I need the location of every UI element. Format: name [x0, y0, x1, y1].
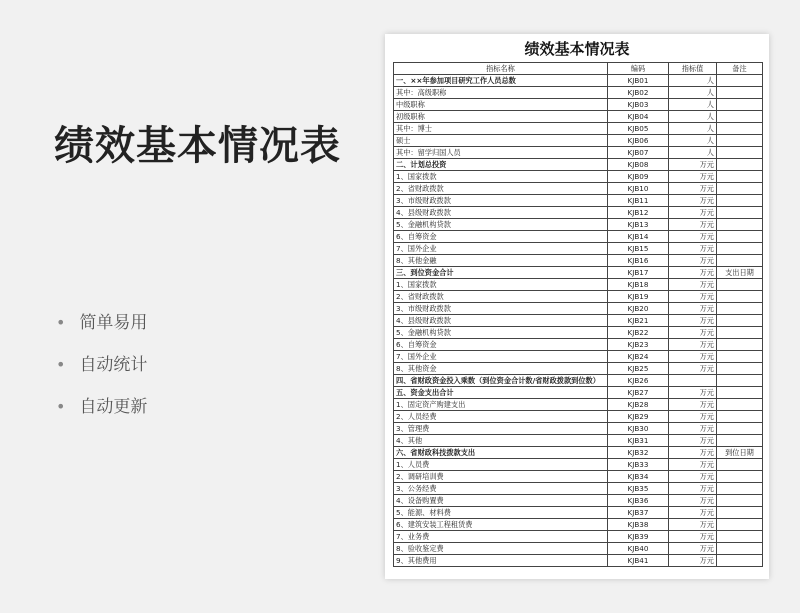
cell-indicator-name: 7、国外企业 — [394, 351, 608, 363]
cell-code: KJB07 — [608, 147, 669, 159]
cell-unit: 万元 — [669, 231, 717, 243]
cell-unit: 万元 — [669, 351, 717, 363]
table-row — [394, 315, 763, 327]
cell-note — [717, 495, 763, 507]
cell-unit: 人 — [669, 99, 717, 111]
cell-note — [717, 363, 763, 375]
cell-note — [717, 459, 763, 471]
cell-indicator-name: 4、其他 — [394, 435, 608, 447]
header-code: 编码 — [608, 63, 669, 75]
cell-unit: 万元 — [669, 459, 717, 471]
cell-code: KJB19 — [608, 291, 669, 303]
table-row — [394, 363, 763, 375]
cell-indicator-name: 二、计划总投资 — [394, 159, 608, 171]
main-title: 绩效基本情况表 — [54, 123, 341, 169]
cell-code: KJB31 — [608, 435, 669, 447]
table-row — [394, 387, 763, 399]
cell-unit: 万元 — [669, 159, 717, 171]
cell-code: KJB35 — [608, 483, 669, 495]
cell-note — [717, 303, 763, 315]
table-row — [394, 267, 763, 279]
cell-unit: 万元 — [669, 543, 717, 555]
cell-code: KJB03 — [608, 99, 669, 111]
cell-unit: 万元 — [669, 327, 717, 339]
cell-code: KJB12 — [608, 207, 669, 219]
cell-note — [717, 519, 763, 531]
cell-code: KJB26 — [608, 375, 669, 387]
cell-indicator-name: 四、省财政资金投入乘数（到位资金合计数/省财政拨款到位数） — [394, 375, 608, 387]
cell-unit: 万元 — [669, 207, 717, 219]
cell-note — [717, 435, 763, 447]
cell-code: KJB39 — [608, 531, 669, 543]
table-row — [394, 291, 763, 303]
table-row — [394, 159, 763, 171]
feature-item — [56, 350, 147, 392]
cell-code: KJB25 — [608, 363, 669, 375]
cell-unit: 万元 — [669, 387, 717, 399]
cell-code: KJB11 — [608, 195, 669, 207]
table-row — [394, 411, 763, 423]
header-value: 指标值 — [669, 63, 717, 75]
cell-code: KJB05 — [608, 123, 669, 135]
cell-note — [717, 159, 763, 171]
cell-note: 支出日期 — [717, 267, 763, 279]
cell-indicator-name: 3、市级财政拨款 — [394, 195, 608, 207]
table-row — [394, 399, 763, 411]
table-row — [394, 531, 763, 543]
cell-indicator-name: 8、其他金融 — [394, 255, 608, 267]
cell-code: KJB16 — [608, 255, 669, 267]
cell-note — [717, 291, 763, 303]
cell-unit: 人 — [669, 111, 717, 123]
cell-indicator-name: 2、省财政拨款 — [394, 183, 608, 195]
feature-label: 自动更新 — [79, 397, 148, 417]
cell-note — [717, 171, 763, 183]
cell-indicator-name: 7、国外企业 — [394, 243, 608, 255]
indicator-table — [393, 62, 763, 567]
cell-code: KJB36 — [608, 495, 669, 507]
cell-unit: 人 — [669, 123, 717, 135]
cell-unit: 万元 — [669, 399, 717, 411]
feature-list — [56, 308, 147, 434]
cell-indicator-name: 初级职称 — [394, 111, 608, 123]
cell-unit: 万元 — [669, 243, 717, 255]
table-header-row — [394, 63, 763, 75]
cell-unit: 万元 — [669, 519, 717, 531]
table-row — [394, 507, 763, 519]
cell-unit: 万元 — [669, 507, 717, 519]
table-row — [394, 351, 763, 363]
cell-indicator-name: 4、设备购置费 — [394, 495, 608, 507]
cell-code: KJB08 — [608, 159, 669, 171]
cell-indicator-name: 9、其他费用 — [394, 555, 608, 567]
cell-unit: 人 — [669, 87, 717, 99]
table-row — [394, 339, 763, 351]
cell-indicator-name: 5、能源、材料费 — [394, 507, 608, 519]
cell-note — [717, 99, 763, 111]
cell-note — [717, 387, 763, 399]
cell-code: KJB38 — [608, 519, 669, 531]
table-row — [394, 423, 763, 435]
table-row — [394, 555, 763, 567]
cell-unit: 万元 — [669, 555, 717, 567]
table-body — [394, 75, 763, 567]
cell-code: KJB14 — [608, 231, 669, 243]
cell-code: KJB37 — [608, 507, 669, 519]
spreadsheet-preview — [385, 34, 769, 579]
cell-indicator-name: 5、金融机构贷款 — [394, 219, 608, 231]
cell-code: KJB32 — [608, 447, 669, 459]
cell-note — [717, 183, 763, 195]
cell-indicator-name: 7、业务费 — [394, 531, 608, 543]
cell-indicator-name: 6、建筑安装工程租赁费 — [394, 519, 608, 531]
cell-indicator-name: 中级职称 — [394, 99, 608, 111]
bullet-icon: • — [56, 355, 66, 374]
bullet-icon: • — [56, 397, 66, 416]
cell-unit: 万元 — [669, 315, 717, 327]
cell-code: KJB40 — [608, 543, 669, 555]
cell-unit: 万元 — [669, 183, 717, 195]
table-row — [394, 483, 763, 495]
table-row — [394, 99, 763, 111]
cell-unit: 万元 — [669, 531, 717, 543]
bullet-icon: • — [56, 313, 66, 332]
table-row — [394, 471, 763, 483]
cell-unit: 万元 — [669, 291, 717, 303]
cell-indicator-name: 1、国家拨款 — [394, 171, 608, 183]
cell-note — [717, 327, 763, 339]
cell-note — [717, 255, 763, 267]
cell-unit: 万元 — [669, 255, 717, 267]
cell-unit: 万元 — [669, 495, 717, 507]
cell-code: KJB01 — [608, 75, 669, 87]
table-row — [394, 375, 763, 387]
cell-indicator-name: 1、固定资产购建支出 — [394, 399, 608, 411]
table-row — [394, 147, 763, 159]
cell-code: KJB29 — [608, 411, 669, 423]
cell-note — [717, 195, 763, 207]
cell-note — [717, 231, 763, 243]
cell-unit: 万元 — [669, 435, 717, 447]
cell-code: KJB15 — [608, 243, 669, 255]
cell-indicator-name: 5、金融机构贷款 — [394, 327, 608, 339]
table-row — [394, 279, 763, 291]
cell-note — [717, 123, 763, 135]
cell-note — [717, 543, 763, 555]
cell-code: KJB13 — [608, 219, 669, 231]
cell-note — [717, 411, 763, 423]
cell-note — [717, 207, 763, 219]
header-note: 备注 — [717, 63, 763, 75]
cell-code: KJB23 — [608, 339, 669, 351]
cell-code: KJB09 — [608, 171, 669, 183]
cell-indicator-name: 2、调研培训费 — [394, 471, 608, 483]
cell-code: KJB33 — [608, 459, 669, 471]
table-row — [394, 87, 763, 99]
cell-note — [717, 111, 763, 123]
cell-indicator-name: 2、人员经费 — [394, 411, 608, 423]
cell-unit: 万元 — [669, 195, 717, 207]
table-row — [394, 327, 763, 339]
cell-indicator-name: 4、县级财政拨款 — [394, 207, 608, 219]
cell-unit: 万元 — [669, 267, 717, 279]
cell-note — [717, 339, 763, 351]
cell-code: KJB28 — [608, 399, 669, 411]
cell-code: KJB27 — [608, 387, 669, 399]
cell-indicator-name: 1、国家拨款 — [394, 279, 608, 291]
table-row — [394, 459, 763, 471]
cell-note — [717, 147, 763, 159]
cell-code: KJB06 — [608, 135, 669, 147]
feature-item — [56, 308, 147, 350]
table-row — [394, 435, 763, 447]
cell-unit: 万元 — [669, 219, 717, 231]
cell-unit: 万元 — [669, 279, 717, 291]
cell-indicator-name: 8、验收鉴定费 — [394, 543, 608, 555]
header-name: 指标名称 — [394, 63, 608, 75]
cell-indicator-name: 6、自筹资金 — [394, 231, 608, 243]
cell-unit: 万元 — [669, 423, 717, 435]
cell-note — [717, 507, 763, 519]
cell-unit: 人 — [669, 75, 717, 87]
cell-note — [717, 471, 763, 483]
cell-note — [717, 75, 763, 87]
table-row — [394, 135, 763, 147]
cell-unit: 万元 — [669, 171, 717, 183]
table-row — [394, 171, 763, 183]
cell-indicator-name: 4、县级财政拨款 — [394, 315, 608, 327]
cell-note — [717, 351, 763, 363]
cell-unit: 万元 — [669, 471, 717, 483]
cell-code: KJB22 — [608, 327, 669, 339]
cell-unit: 万元 — [669, 447, 717, 459]
cell-code: KJB21 — [608, 315, 669, 327]
table-row — [394, 123, 763, 135]
table-row — [394, 183, 763, 195]
feature-label: 简单易用 — [79, 313, 148, 333]
table-row — [394, 519, 763, 531]
cell-indicator-name: 三、到位资金合计 — [394, 267, 608, 279]
cell-indicator-name: 六、省财政科技拨款支出 — [394, 447, 608, 459]
cell-code: KJB20 — [608, 303, 669, 315]
sheet-title: 绩效基本情况表 — [524, 40, 630, 58]
cell-code: KJB04 — [608, 111, 669, 123]
table-row — [394, 75, 763, 87]
cell-unit: 万元 — [669, 303, 717, 315]
cell-indicator-name: 3、管理费 — [394, 423, 608, 435]
cell-indicator-name: 其中：高级职称 — [394, 87, 608, 99]
cell-indicator-name: 其中：留学归国人员 — [394, 147, 608, 159]
cell-note: 到位日期 — [717, 447, 763, 459]
table-row — [394, 447, 763, 459]
cell-note — [717, 87, 763, 99]
feature-label: 自动统计 — [79, 355, 148, 375]
cell-note — [717, 243, 763, 255]
table-row — [394, 543, 763, 555]
cell-note — [717, 483, 763, 495]
cell-note — [717, 531, 763, 543]
cell-code: KJB18 — [608, 279, 669, 291]
feature-item — [56, 392, 147, 434]
cell-unit: 万元 — [669, 483, 717, 495]
table-row — [394, 303, 763, 315]
cell-indicator-name: 五、资金支出合计 — [394, 387, 608, 399]
cell-note — [717, 555, 763, 567]
cell-note — [717, 315, 763, 327]
cell-indicator-name: 1、人员费 — [394, 459, 608, 471]
cell-unit: 人 — [669, 147, 717, 159]
cell-code: KJB10 — [608, 183, 669, 195]
cell-code: KJB30 — [608, 423, 669, 435]
table-row — [394, 195, 763, 207]
cell-indicator-name: 8、其他资金 — [394, 363, 608, 375]
cell-note — [717, 399, 763, 411]
cell-unit: 万元 — [669, 339, 717, 351]
cell-indicator-name: 3、公务经费 — [394, 483, 608, 495]
cell-unit: 人 — [669, 135, 717, 147]
table-row — [394, 495, 763, 507]
cell-note — [717, 375, 763, 387]
table-row — [394, 255, 763, 267]
cell-indicator-name: 2、省财政拨款 — [394, 291, 608, 303]
cell-unit: 万元 — [669, 363, 717, 375]
cell-note — [717, 219, 763, 231]
cell-note — [717, 423, 763, 435]
bottom-fade — [385, 567, 769, 579]
cell-note — [717, 135, 763, 147]
table-row — [394, 243, 763, 255]
cell-note — [717, 279, 763, 291]
cell-indicator-name: 其中：博士 — [394, 123, 608, 135]
cell-indicator-name: 3、市级财政拨款 — [394, 303, 608, 315]
cell-unit: 万元 — [669, 411, 717, 423]
cell-code: KJB41 — [608, 555, 669, 567]
table-row — [394, 207, 763, 219]
table-row — [394, 231, 763, 243]
cell-code: KJB24 — [608, 351, 669, 363]
intro-panel — [0, 0, 380, 613]
cell-code: KJB02 — [608, 87, 669, 99]
table-row — [394, 111, 763, 123]
cell-code: KJB17 — [608, 267, 669, 279]
cell-indicator-name: 硕士 — [394, 135, 608, 147]
cell-indicator-name: 一、××年参加项目研究工作人员总数 — [394, 75, 608, 87]
table-row — [394, 219, 763, 231]
cell-unit — [669, 375, 717, 387]
cell-indicator-name: 6、自筹资金 — [394, 339, 608, 351]
cell-code: KJB34 — [608, 471, 669, 483]
